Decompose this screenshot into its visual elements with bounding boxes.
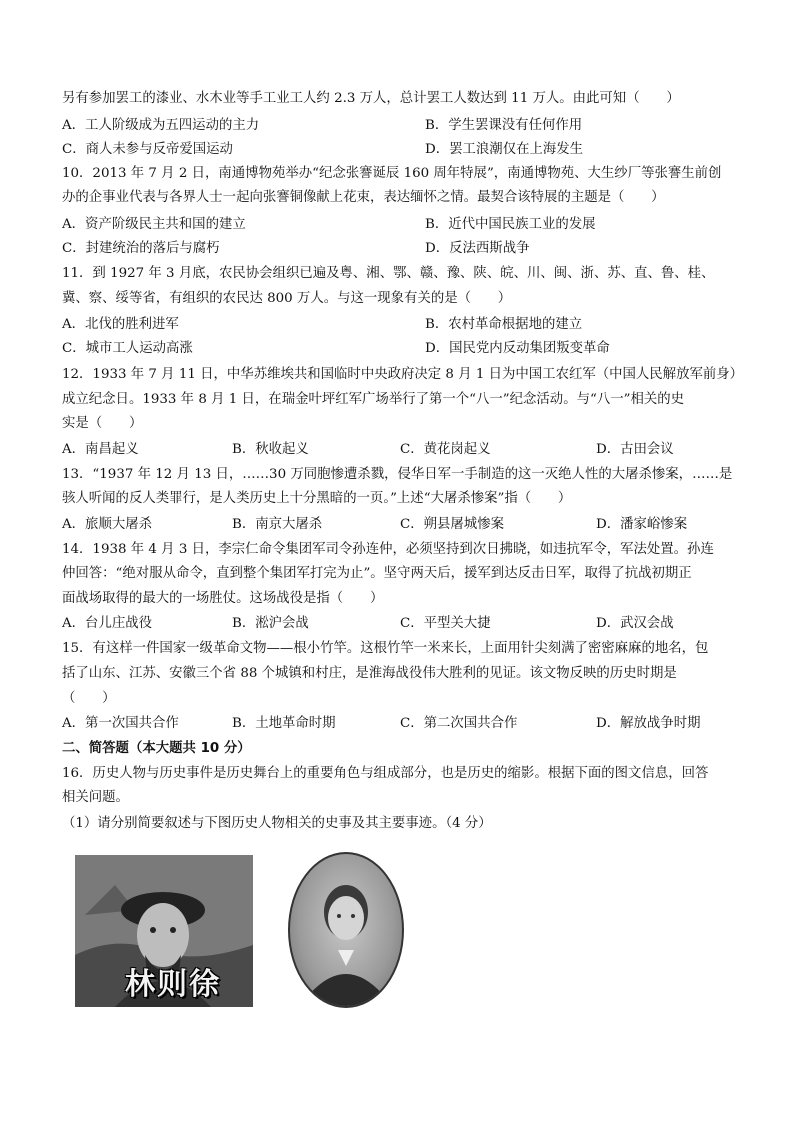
q12-stem-line2: 成立纪念日。1933 年 8 月 1 日，在瑞金叶坪红军广场举行了第一个“八一”纪念活动。与“八一”相关的史 xyxy=(62,392,685,407)
q12-option-d: D．古田会议 xyxy=(596,442,674,457)
q13-option-a: A．旅顺大屠杀 xyxy=(62,517,153,532)
q13-option-b: B．南京大屠杀 xyxy=(232,517,323,532)
q10-option-d: D．反法西斯战争 xyxy=(425,241,530,256)
q15-option-d: D．解放战争时期 xyxy=(596,716,701,731)
portrait-photo-oval xyxy=(288,852,404,1008)
q11-option-b: B．农村革命根据地的建立 xyxy=(425,317,583,332)
portrait-caption: 林则徐 xyxy=(125,967,221,1002)
q11-option-d: D．国民党内反动集团叛变革命 xyxy=(425,341,610,356)
q13-stem-line1: 13．“1937 年 12 月 13 日，……30 万同胞惨遭杀戮，侵华日军一手制造的这一灭绝人性的大屠杀惨案，……是 xyxy=(62,467,733,482)
q9-stem-end: 另有参加罢工的漆业、水木业等手工业工人约 2.3 万人，总计罢工人数达到 11 万人。由此可知（ ） xyxy=(62,91,680,106)
q12-option-b: B．秋收起义 xyxy=(232,442,309,457)
q13-option-c: C．朔县屠城惨案 xyxy=(400,517,504,532)
q9-option-a: A．工人阶级成为五四运动的主力 xyxy=(62,118,260,133)
section-heading: 二、简答题（本大题共 10 分） xyxy=(62,741,251,756)
q12-stem-line3: 实是（ ） xyxy=(62,416,143,431)
q13-option-d: D．潘家峪惨案 xyxy=(596,517,688,532)
q10-option-a: A．资产阶级民主共和国的建立 xyxy=(62,217,246,232)
q16-stem-line1: 16．历史人物与历史事件是历史舞台上的重要角色与组成部分，也是历史的缩影。根据下面的图文信息，回答 xyxy=(62,766,709,781)
q15-stem-line1: 15．有这样一件国家一级革命文物——根小竹竿。这根竹竿一米来长，上面用针尖刻满了密密麻麻的地名，包 xyxy=(62,641,709,656)
q14-option-d: D．武汉会战 xyxy=(596,616,674,631)
q14-stem-line1: 14．1938 年 4 月 3 日，李宗仁命令集团军司令孙连仲，必须坚持到次日拂晓，如违抗军令，军法处置。孙连 xyxy=(62,542,714,557)
q15-option-a: A．第一次国共合作 xyxy=(62,716,179,731)
q15-stem-line2: 括了山东、江苏、安徽三个省 88 个城镇和村庄，是淮海战役伟大胜利的见证。该文物反映的历史时期是 xyxy=(62,666,677,681)
q15-option-b: B．土地革命时期 xyxy=(232,716,336,731)
q9-option-b: B．学生罢课没有任何作用 xyxy=(425,118,583,133)
q16-stem-line2: 相关问题。 xyxy=(62,790,129,805)
q10-stem-line1: 10．2013 年 7 月 2 日，南通博物苑举办“纪念张謇诞辰 160 周年特展”，南通博物苑、大生纱厂等张謇生前创 xyxy=(62,166,722,181)
q10-option-b: B．近代中国民族工业的发展 xyxy=(425,217,596,232)
q10-stem-line2: 办的企事业代表与各界人士一起向张謇铜像献上花束，表达缅怀之情。最契合该特展的主题是（ ） xyxy=(62,190,665,205)
q14-option-c: C．平型关大捷 xyxy=(400,616,491,631)
q12-option-c: C．黄花岗起义 xyxy=(400,442,491,457)
q12-option-a: A．南昌起义 xyxy=(62,442,139,457)
q13-stem-line2: 骇人听闻的反人类罪行，是人类历史上十分黑暗的一页。”上述“大屠杀惨案”指（ ） xyxy=(62,491,572,506)
q14-option-a: A．台儿庄战役 xyxy=(62,616,153,631)
q11-stem-line2: 冀、察、绥等省，有组织的农民达 800 万人。与这一现象有关的是（ ） xyxy=(62,291,512,306)
q11-option-c: C．城市工人运动高涨 xyxy=(62,341,193,356)
q16-subquestion: （1）请分别简要叙述与下图历史人物相关的史事及其主要事迹。（4 分） xyxy=(62,816,492,831)
q12-stem-line1: 12．1933 年 7 月 11 日，中华苏维埃共和国临时中央政府决定 8 月 1 日为中国工农红军（中国人民解放军前身） xyxy=(62,367,744,382)
q11-option-a: A．北伐的胜利进军 xyxy=(62,317,179,332)
q9-option-d: D．罢工浪潮仅在上海发生 xyxy=(425,142,584,157)
oval-portrait-illustration xyxy=(290,854,402,1006)
q14-stem-line3: 面战场取得的最大的一场胜仗。这场战役是指（ ） xyxy=(62,591,384,606)
q14-stem-line2: 仲回答：“绝对服从命令，直到整个集团军打完为止”。坚守两天后，援军到达反击日军，取得了抗战初期正 xyxy=(62,566,692,581)
q15-option-c: C．第二次国共合作 xyxy=(400,716,518,731)
q15-stem-line3: （ ） xyxy=(62,691,116,706)
q14-option-b: B．淞沪会战 xyxy=(232,616,309,631)
portrait-photo-lin-zexu xyxy=(75,855,253,1007)
q11-stem-line1: 11．到 1927 年 3 月底，农民协会组织已遍及粤、湘、鄂、赣、豫、陕、皖、川、闽、浙、苏、直、鲁、桂、 xyxy=(62,266,715,281)
q9-option-c: C．商人未参与反帝爱国运动 xyxy=(62,142,233,157)
q10-option-c: C．封建统治的落后与腐朽 xyxy=(62,241,220,256)
